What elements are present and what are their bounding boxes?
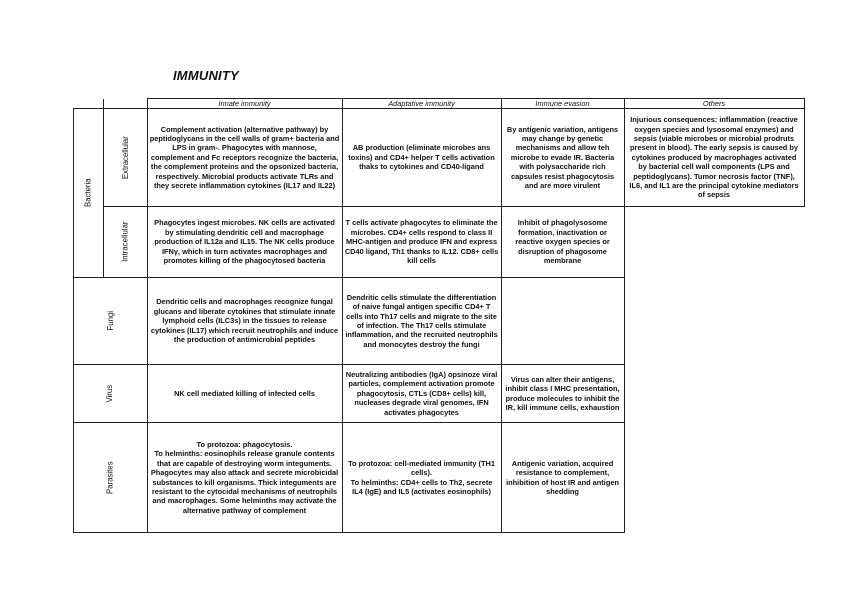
cell-intracellular-innate: Phagocytes ingest microbes. NK cells are activated by stimulating dendritic cell and macrophage production of IL12a and IL15. The NK cells produce IFNγ, which in turn activates macrophages and promotes killing of the phagocytosed bacteria	[147, 207, 342, 278]
cell-extracellular-evasion: By antigenic variation, antigens may change by genetic mechanisms and allow teh microbe to evade IR. Bacteria with polysaccharide rich capsules resist phagocytosis and are more virulent	[501, 109, 624, 207]
immunity-table	[73, 98, 805, 533]
row-parasites	[74, 423, 805, 533]
cell-fungi-adaptive: Dendritic cells stimulate the differentiation of naive fungal antigen specific CD4+ T cells into Th17 cells and migrate to the site of infection. The Th17 cells stimulate inflammation, and the recruited neutrophils and monocytes destroy the fungi	[342, 278, 501, 365]
subgroup-intracellular-label: Intracellular	[120, 221, 130, 263]
parasites-adaptive-helminths: To helminths: CD4+ cells to Th2, secrete IL4 (IgE) and IL5 (activates eosinophils)	[350, 477, 493, 496]
header-innate: Innate immunity	[147, 99, 342, 109]
group-virus	[74, 365, 148, 423]
cell-fungi-evasion	[501, 278, 624, 365]
cell-virus-innate: NK cell mediated killing of infected cells	[147, 365, 342, 423]
header-spacer	[103, 99, 147, 109]
header-row	[74, 99, 805, 109]
subgroup-intracellular	[103, 207, 147, 278]
cell-empty	[624, 365, 804, 423]
cell-empty	[624, 278, 804, 365]
row-extracellular	[74, 109, 805, 207]
group-parasites	[74, 423, 148, 533]
header-others: Others	[624, 99, 804, 109]
group-bacteria-label: Bacteria	[83, 178, 93, 208]
row-intracellular	[74, 207, 805, 278]
row-virus	[74, 365, 805, 423]
group-bacteria	[74, 109, 104, 278]
cell-intracellular-evasion: Inhibit of phagolysosome formation, inactivation or reactive oxygen species or disruption of phagosome membrane	[501, 207, 624, 278]
page-title: IMMUNITY	[173, 68, 239, 83]
cell-parasites-innate	[147, 423, 342, 533]
subgroup-extracellular-label: Extracellular	[120, 136, 130, 179]
group-virus-label: Virus	[105, 384, 115, 403]
cell-fungi-innate: Dendritic cells and macrophages recognize fungal glucans and liberate cytokines that stimulate innate lymphoid cells (ILC3s) in the tissues to release cytokines (IL17) which recruit neutrophils and induce the production of antimicrobial peptides	[147, 278, 342, 365]
cell-extracellular-innate: Complement activation (alternative pathway) by peptidoglycans in the cell walls of gram+ bacteria and LPS in gram-. Phagocytes with mannose, complement and Fc receptors recognize the bacteria, the complement proteins and the opsonized bacteria, respectively. Microbial products activate TLRs and they secrete inflammation cytokines (IL17 and IL22)	[147, 109, 342, 207]
parasites-innate-protozoa: To protozoa: phagocytosis.	[196, 439, 293, 449]
parasites-innate-helminths: To helminths: eosinophils release granule contents that are capable of destroying worm integuments. Phagocytes may also attack and secrete microbicidal substances to kill organisms. Thick integuments are resistant to the cytocidal mechanisms of neutrophils and macrophages. Some helminths may activate the alternative pathway of complement	[150, 449, 339, 515]
cell-parasites-evasion: Antigenic variation, acquired resistance to complement, inhibition of host IR and antigen shedding	[501, 423, 624, 533]
parasites-adaptive-protozoa: To protozoa: cell-mediated immunity (TH1 cells).	[348, 458, 495, 478]
header-evasion: Immune evasion	[501, 99, 624, 109]
cell-extracellular-adaptive: AB production (eliminate microbes ans toxins) and CD4+ helper T cells activation thaks to cytokines and CD40-ligand	[342, 109, 501, 207]
subgroup-extracellular	[103, 109, 147, 207]
cell-extracellular-others: Injurious consequences: inflammation (reactive oxygen species and lysosomal enzymes) and sepsis (viable microbes or microbial prodruts present in blood). The early sepsis is caused by cytokines produced by macrophages activated by bacterial cell wall components (LPS and peptidoglycans). Tumor necrosis factor (TNF), IL6, and IL1 are the principal cytokine mediators of sepsis	[624, 109, 804, 207]
group-parasites-label: Parasites	[105, 461, 115, 494]
cell-empty	[624, 207, 804, 278]
cell-virus-evasion: Virus can alter their antigens, inhibit class I MHC presentation, produce molecules to inhibit the IR, kill immune cells, exhaustion	[501, 365, 624, 423]
cell-parasites-adaptive	[342, 423, 501, 533]
cell-intracellular-adaptive: T cells activate phagocytes to eliminate the microbes. CD4+ cells respond to class II MHC-antigen and produce IFN and express CD40 ligand, Th1 thanks to IL12. CD8+ cells kill cells	[342, 207, 501, 278]
group-fungi	[74, 278, 148, 365]
header-spacer	[74, 99, 104, 109]
cell-virus-adaptive: Neutralizing antibodies (IgA) opsinoze viral particles, complement activation promote phagocytosis, CTLs (CD8+ cells) kill, nucleases degrade viral genomes, IFN activates phagocytes	[342, 365, 501, 423]
header-adaptive: Adaptative immunity	[342, 99, 501, 109]
row-fungi	[74, 278, 805, 365]
cell-empty	[624, 423, 804, 533]
group-fungi-label: Fungi	[105, 311, 115, 331]
